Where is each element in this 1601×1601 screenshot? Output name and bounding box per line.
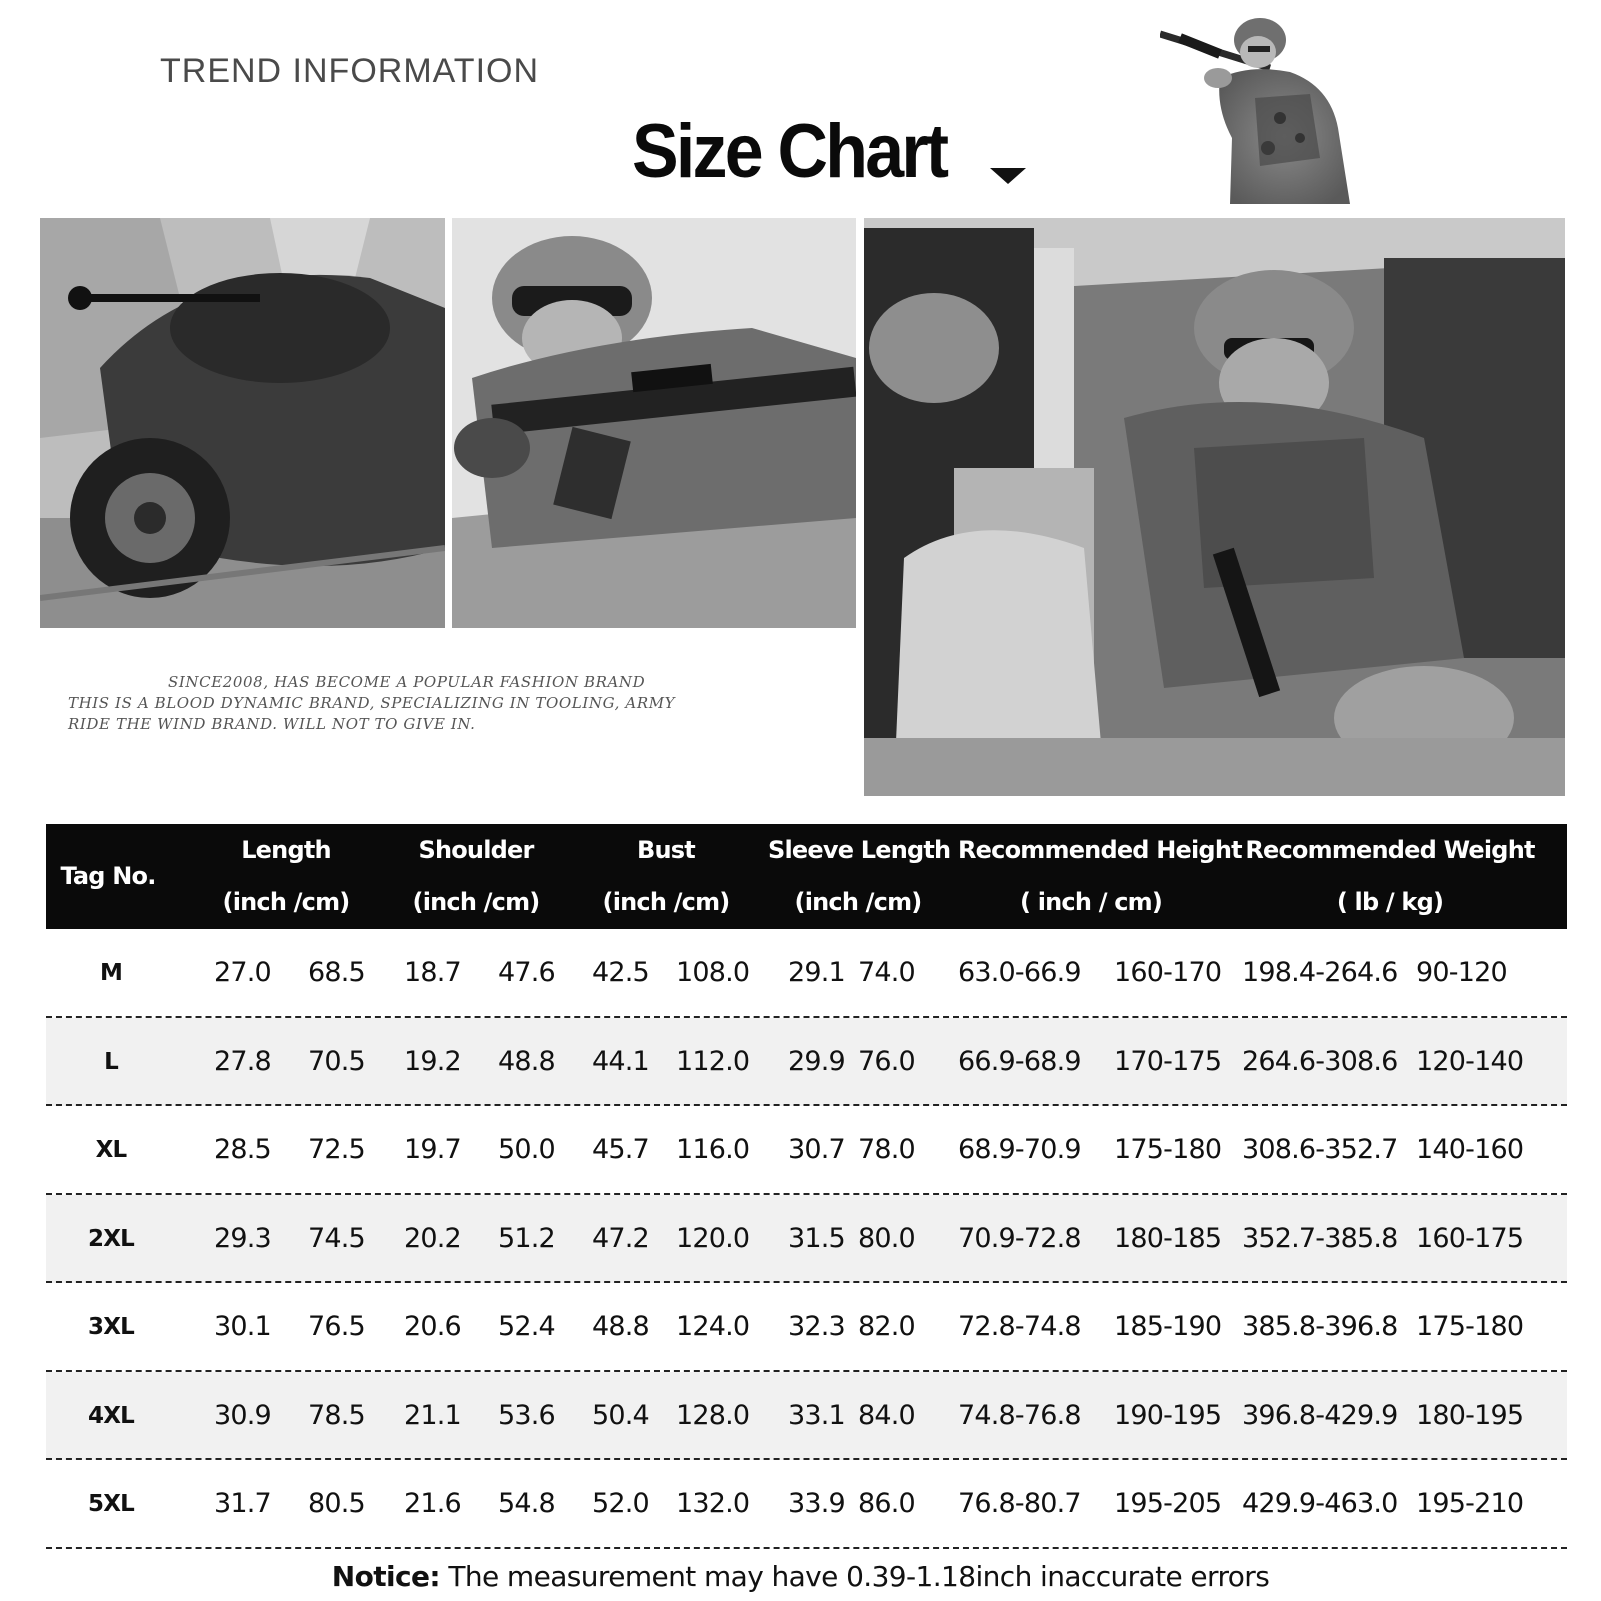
cell-sleeve-cm: 86.0 [858,1488,915,1519]
tagline-line-2: THIS IS A BLOOD DYNAMIC BRAND, SPECIALIZING IN TOOLING, ARMY [68,694,676,712]
table-row-5xl [46,1460,1567,1549]
cell-sleeve-cm: 80.0 [858,1222,915,1254]
cell-sleeve-inch: 33.1 [788,1399,845,1431]
soldier-rifle-photo [452,218,856,628]
cell-bust-cm: 108.0 [676,957,750,988]
table-row-l [46,1018,1567,1107]
cell-weight-lb: 396.8-429.9 [1242,1399,1398,1431]
notice-text: Notice: The measurement may have 0.39-1.18inch inaccurate errors [331,1560,1270,1593]
cell-shoulder-inch: 20.6 [404,1311,461,1342]
cell-length-inch: 27.8 [214,1045,271,1077]
caret-down-icon [990,168,1026,184]
brand-tagline [68,672,848,735]
cell-height-inch: 66.9-68.9 [958,1045,1081,1077]
cell-sleeve-cm: 78.0 [858,1134,915,1165]
size-table-header [46,824,1567,929]
cell-weight-lb: 308.6-352.7 [1242,1134,1398,1165]
cell-bust-inch: 45.7 [592,1134,649,1165]
header-recommended-height: Recommended Height ( inch / cm) [958,836,1242,916]
cell-shoulder-inch: 21.1 [404,1399,461,1431]
cell-height-cm: 170-175 [1114,1045,1222,1077]
table-row-m [46,929,1567,1018]
cell-bust-inch: 52.0 [592,1488,649,1519]
cell-shoulder-cm: 48.8 [498,1045,555,1077]
header-tag-no: Tag No. [60,862,156,890]
cell-weight-kg: 160-175 [1416,1222,1524,1254]
header-sleeve-length: Sleeve Length (inch /cm) [768,836,951,916]
cell-weight-kg: 195-210 [1416,1488,1524,1519]
cell-sleeve-inch: 29.9 [788,1045,845,1077]
cell-weight-lb: 429.9-463.0 [1242,1488,1398,1519]
cell-sleeve-inch: 31.5 [788,1222,845,1254]
cell-tag: 5XL [88,1491,134,1517]
cell-bust-cm: 128.0 [676,1399,750,1431]
cell-sleeve-inch: 29.1 [788,957,845,988]
cell-height-inch: 74.8-76.8 [958,1399,1081,1431]
cell-length-inch: 29.3 [214,1222,271,1254]
cell-length-inch: 27.0 [214,957,271,988]
cell-sleeve-inch: 30.7 [788,1134,845,1165]
cell-length-cm: 78.5 [308,1399,365,1431]
cell-height-inch: 70.9-72.8 [958,1222,1081,1254]
cell-weight-lb: 352.7-385.8 [1242,1222,1398,1254]
cell-sleeve-inch: 33.9 [788,1488,845,1519]
cell-bust-cm: 116.0 [676,1134,750,1165]
cell-weight-kg: 90-120 [1416,957,1507,988]
tagline-line-1: SINCE2008, HAS BECOME A POPULAR FASHION BRAND [168,673,646,691]
cell-bust-cm: 120.0 [676,1222,750,1254]
cell-weight-lb: 385.8-396.8 [1242,1311,1398,1342]
soldiers-vehicle-photo [864,218,1565,796]
tagline-line-3: RIDE THE WIND BRAND. WILL NOT TO GIVE IN. [68,715,476,733]
cell-tag: 3XL [88,1314,134,1340]
cell-tag: L [104,1048,118,1075]
cell-length-inch: 31.7 [214,1488,271,1519]
cell-height-cm: 195-205 [1114,1488,1222,1519]
soldier-aiming-illustration [1160,8,1390,208]
cell-height-cm: 175-180 [1114,1134,1222,1165]
cell-bust-cm: 124.0 [676,1311,750,1342]
cell-sleeve-inch: 32.3 [788,1311,845,1342]
cell-sleeve-cm: 84.0 [858,1399,915,1431]
cell-height-inch: 63.0-66.9 [958,957,1081,988]
cell-shoulder-cm: 54.8 [498,1488,555,1519]
cell-length-inch: 28.5 [214,1134,271,1165]
cell-tag: 4XL [88,1402,134,1429]
header-bust: Bust (inch /cm) [602,836,730,916]
table-row-4xl [46,1372,1567,1461]
header-length: Length (inch /cm) [222,836,350,916]
cell-length-cm: 70.5 [308,1045,365,1077]
trend-information-label: TREND INFORMATION [160,52,540,90]
cell-bust-inch: 47.2 [592,1222,649,1254]
table-row-3xl [46,1283,1567,1372]
cell-sleeve-cm: 74.0 [858,957,915,988]
cell-length-cm: 68.5 [308,957,365,988]
size-table [46,824,1567,1549]
cell-bust-inch: 44.1 [592,1045,649,1077]
cell-length-cm: 74.5 [308,1222,365,1254]
cell-height-inch: 68.9-70.9 [958,1134,1081,1165]
table-row-xl [46,1106,1567,1195]
cell-tag: M [99,960,123,986]
cell-shoulder-inch: 19.2 [404,1045,461,1077]
cell-sleeve-cm: 82.0 [858,1311,915,1342]
motorcycle-photo [40,218,445,628]
cell-height-cm: 190-195 [1114,1399,1222,1431]
cell-length-inch: 30.1 [214,1311,271,1342]
measurement-notice [0,1560,1601,1593]
cell-height-inch: 76.8-80.7 [958,1488,1081,1519]
cell-height-cm: 160-170 [1114,957,1222,988]
cell-tag: 2XL [88,1225,134,1252]
header-shoulder: Shoulder (inch /cm) [412,836,540,916]
cell-weight-kg: 120-140 [1416,1045,1524,1077]
cell-shoulder-inch: 20.2 [404,1222,461,1254]
cell-weight-lb: 198.4-264.6 [1242,957,1398,988]
cell-shoulder-cm: 52.4 [498,1311,555,1342]
cell-shoulder-inch: 19.7 [404,1134,461,1165]
page-title: Size Chart [632,109,947,194]
header-recommended-weight: Recommended Weight ( lb / kg) [1245,836,1535,916]
cell-bust-inch: 42.5 [592,957,649,988]
cell-shoulder-inch: 21.6 [404,1488,461,1519]
cell-length-cm: 80.5 [308,1488,365,1519]
cell-length-cm: 76.5 [308,1311,365,1342]
cell-height-cm: 180-185 [1114,1222,1222,1254]
cell-weight-kg: 180-195 [1416,1399,1524,1431]
cell-shoulder-cm: 53.6 [498,1399,555,1431]
cell-shoulder-cm: 47.6 [498,957,555,988]
cell-bust-inch: 48.8 [592,1311,649,1342]
cell-shoulder-cm: 50.0 [498,1134,555,1165]
cell-height-inch: 72.8-74.8 [958,1311,1081,1342]
cell-shoulder-inch: 18.7 [404,957,461,988]
cell-weight-lb: 264.6-308.6 [1242,1045,1398,1077]
cell-weight-kg: 175-180 [1416,1311,1524,1342]
cell-bust-inch: 50.4 [592,1399,649,1431]
cell-sleeve-cm: 76.0 [858,1045,915,1077]
cell-length-inch: 30.9 [214,1399,271,1431]
cell-weight-kg: 140-160 [1416,1134,1524,1165]
cell-bust-cm: 112.0 [676,1045,750,1077]
cell-shoulder-cm: 51.2 [498,1222,555,1254]
cell-bust-cm: 132.0 [676,1488,750,1519]
cell-height-cm: 185-190 [1114,1311,1222,1342]
table-row-2xl [46,1195,1567,1284]
cell-length-cm: 72.5 [308,1134,365,1165]
cell-tag: XL [95,1137,127,1163]
